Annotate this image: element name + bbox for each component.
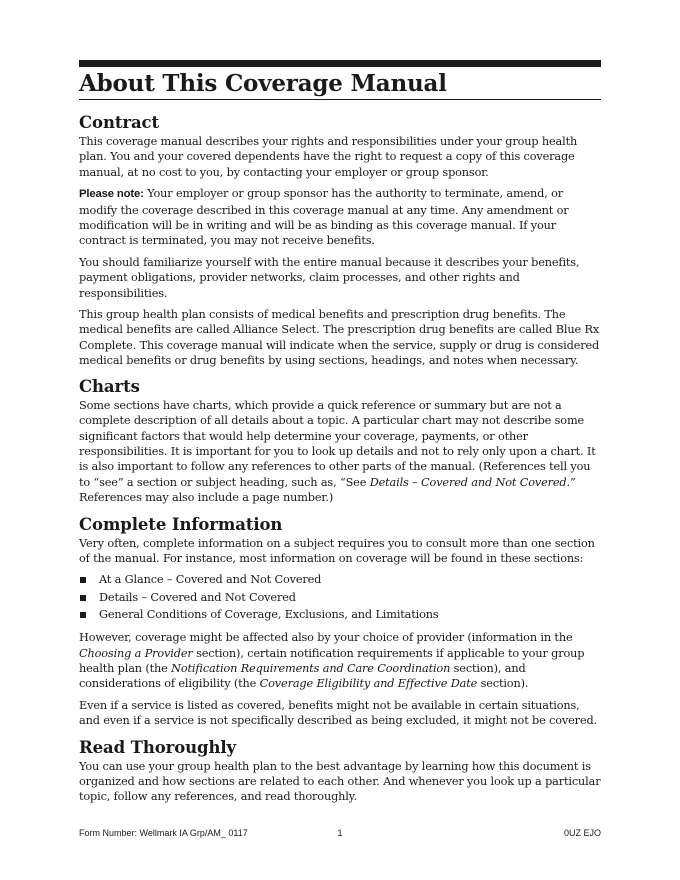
bullet-square-icon (80, 612, 86, 618)
charts-text-b: .” References may also include a page number.) (79, 475, 576, 505)
list-item-text: General Conditions of Coverage, Exclusions, and Limitations (99, 607, 439, 621)
page-title: About This Coverage Manual (79, 70, 601, 100)
coverage-eligibility-ref: Coverage Eligibility and Effective Date (259, 677, 478, 691)
page-number: 1 (337, 828, 343, 838)
read-paragraph-1: You can use your group health plan to the best advantage by learning how this document is organized and how sections are related to each other. And whenever you look up a particular topic, follow any references, and read thoroughly. (79, 759, 601, 804)
charts-reference-italic: Details – Covered and Not Covered (369, 475, 567, 489)
complete-paragraph-3: Even if a service is listed as covered, benefits might not be available in certain situations, and even if a service is not specifically described as being excluded, it might not be covered. (79, 698, 597, 728)
page-footer (79, 828, 601, 840)
complete-text-c: section), and considerations of eligibility (the (79, 662, 526, 691)
please-note-text: Your employer or group sponsor has the authority to terminate, amend, or modify the coverage described in this coverage manual at any time. Any amendment or modification will be in writing and will be as binding as this coverage manual. If your contract is terminated, you may not receive benefits. (79, 187, 569, 248)
please-note-label: Please note: (79, 188, 144, 201)
section-heading-read: Read Thoroughly (79, 737, 237, 757)
section-read-thoroughly (79, 737, 601, 805)
list-item-text: Details – Covered and Not Covered (99, 590, 296, 604)
document-page (79, 60, 601, 805)
charts-paragraph-1 (79, 398, 601, 506)
section-heading-contract: Contract (79, 113, 160, 132)
complete-text-b: section), certain notification requirements if applicable to your group health plan (the (79, 646, 585, 676)
section-heading-charts: Charts (79, 376, 140, 396)
list-item-text: At a Glance – Covered and Not Covered (99, 573, 322, 587)
notification-requirements-ref: Notification Requirements and Care Coordination (171, 662, 451, 676)
coverage-sections-list (79, 571, 601, 623)
section-complete-information (79, 514, 601, 729)
bullet-square-icon (80, 577, 86, 583)
contract-paragraph-3: You should familiarize yourself with the entire manual because it describes your benefits, payment obligations, provider networks, claim processes, and other rights and responsibilities. (79, 255, 580, 300)
contract-paragraph-1: This coverage manual describes your rights and responsibilities under your group health plan. You and your covered dependents have the right to request a copy of this coverage manual, at no cost to you, by contacting your employer or group sponsor. (79, 135, 578, 179)
contract-paragraph-2 (79, 186, 601, 249)
choosing-provider-ref: Choosing a Provider (79, 646, 193, 660)
form-code: 0UZ EJO (563, 828, 601, 838)
section-charts (79, 376, 601, 506)
list-item (79, 589, 601, 606)
bullet-square-icon (80, 595, 86, 601)
complete-text-d: section). (477, 677, 529, 691)
section-heading-complete: Complete Information (79, 514, 283, 534)
complete-text-a: However, coverage might be affected also by your choice of provider (information in the (79, 631, 573, 645)
top-rule (79, 60, 601, 67)
charts-text-a: Some sections have charts, which provide a quick reference or summary but are not a complete description of all details about a topic. A particular chart may not describe some significant factors that would help determine your coverage, payments, or other responsibilities. It is important for you to look up details and not to rely only upon a chart. It is also important to follow any references to other parts of the manual. (References tell you to “see” a section or subject heading, such as, “See (79, 398, 596, 489)
list-item (79, 571, 601, 588)
form-number: Form Number: Wellmark IA Grp/AM_ 0117 (79, 828, 248, 838)
complete-paragraph-1: Very often, complete information on a subject requires you to consult more than one section of the manual. For instance, most information on coverage will be found in these sections: (79, 536, 595, 565)
section-contract (79, 112, 601, 369)
contract-paragraph-4: This group health plan consists of medical benefits and prescription drug benefits. The medical benefits are called Alliance Select. The prescription drug benefits are called Blue Rx Complete. This coverage manual will indicate when the service, supply or drug is considered medical benefits or drug benefits by using sections, headings, and notes when necessary. (79, 308, 600, 368)
complete-paragraph-2 (79, 630, 601, 692)
list-item (79, 606, 601, 623)
